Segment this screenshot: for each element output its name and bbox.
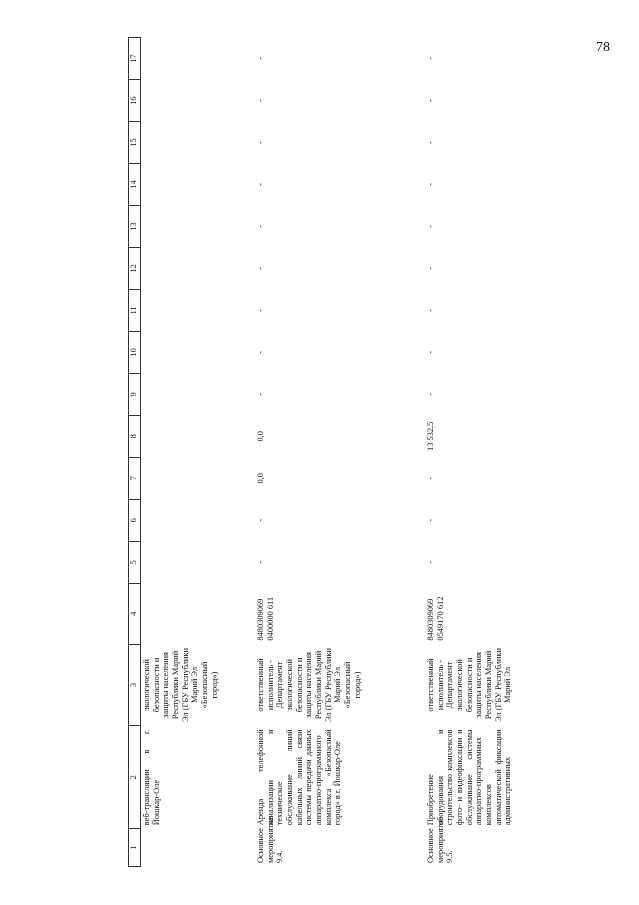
value-cell: 0,0 [256, 431, 265, 442]
program-table [128, 37, 595, 867]
header-cell: 1 [129, 829, 141, 867]
executor: экологической безопасности и защиты населения Республики Марий Эл (ГБУ Республики Марий Эл «Безопасный город») [142, 648, 219, 722]
activity-name: Аренда телефонной канализации и техническое обслуживание линий кабельных линий связи системы передачи данных аппаратно-программного комплекса «Безопасный город» в г. Йошкар-Оле [256, 729, 343, 826]
header-cell: 6 [129, 499, 141, 541]
rotated-table-container [128, 37, 607, 867]
budget-code [141, 583, 256, 644]
activity-name: веб-трансляции в г. Йошкар-Оле [142, 729, 161, 826]
value-cell [141, 38, 256, 80]
executor: ответственный исполнитель - Департамент экологической безопасности и защиты населения Республики Марий Эл (ГБУ Республики Марий Эл «Безопасный город») [256, 648, 362, 722]
value-cell: - [256, 225, 265, 228]
value-cell: - [426, 267, 435, 270]
value-cell: - [426, 309, 435, 312]
value-cell: - [256, 560, 265, 564]
header-cell: 4 [129, 583, 141, 644]
value-cell [141, 122, 256, 164]
header-cell: 7 [129, 457, 141, 499]
value-cell: - [256, 350, 265, 354]
header-cell: 8 [129, 415, 141, 457]
table-row [141, 38, 256, 867]
header-cell: 14 [129, 164, 141, 206]
value-cell: 13 532,5 [426, 421, 435, 451]
activity-number [141, 829, 256, 867]
header-cell: 17 [129, 38, 141, 80]
value-cell [141, 289, 256, 331]
page-number: 78 [596, 40, 610, 55]
value-cell: - [256, 56, 265, 60]
table-row [255, 38, 425, 867]
header-cell: 3 [129, 644, 141, 726]
header-cell: 16 [129, 80, 141, 122]
budget-code: 8480309069 0549170 612 [426, 596, 445, 641]
value-cell: - [426, 99, 435, 102]
value-cell: - [256, 183, 265, 186]
value-cell [141, 205, 256, 247]
value-cell: - [426, 183, 435, 186]
budget-code: 8480309069 0400000 611 [256, 596, 275, 641]
value-cell [141, 331, 256, 373]
table-row [425, 38, 595, 867]
header-row [129, 38, 141, 867]
activity-number: Основное мероприятие 9.4. [256, 816, 285, 863]
value-cell: - [426, 56, 435, 60]
value-cell: - [426, 560, 435, 564]
value-cell: - [256, 518, 265, 522]
value-cell: - [426, 392, 435, 396]
value-cell: 0,0 [256, 473, 265, 484]
header-cell: 13 [129, 205, 141, 247]
value-cell [141, 373, 256, 415]
header-cell: 2 [129, 726, 141, 829]
value-cell [141, 415, 256, 457]
value-cell: - [426, 350, 435, 354]
header-cell: 9 [129, 373, 141, 415]
activity-number: Основное мероприятие 9.5. [426, 816, 455, 863]
header-cell: 10 [129, 331, 141, 373]
value-cell [141, 499, 256, 541]
executor: ответственный исполнитель - Департамент экологической безопасности и защиты населения Республики Марий Эл (ГБУ Республики Марий Эл [426, 648, 513, 722]
value-cell [141, 247, 256, 289]
value-cell: - [256, 99, 265, 102]
value-cell: - [426, 518, 435, 522]
header-cell: 11 [129, 289, 141, 331]
header-cell: 5 [129, 541, 141, 583]
value-cell [141, 457, 256, 499]
header-cell: 15 [129, 122, 141, 164]
value-cell: - [426, 141, 435, 144]
value-cell [141, 80, 256, 122]
value-cell [141, 541, 256, 583]
header-cell: 12 [129, 247, 141, 289]
value-cell: - [256, 392, 265, 396]
value-cell: - [426, 476, 435, 480]
value-cell: - [256, 309, 265, 312]
activity-name: Приобретение оборудования и строительство комплексов фото- и видеофиксации и обслуживание системы аппаратно-программных комплексов автоматической фиксации административных [426, 729, 513, 826]
value-cell [141, 164, 256, 206]
value-cell: - [426, 225, 435, 228]
value-cell: - [256, 141, 265, 144]
value-cell: - [256, 267, 265, 270]
